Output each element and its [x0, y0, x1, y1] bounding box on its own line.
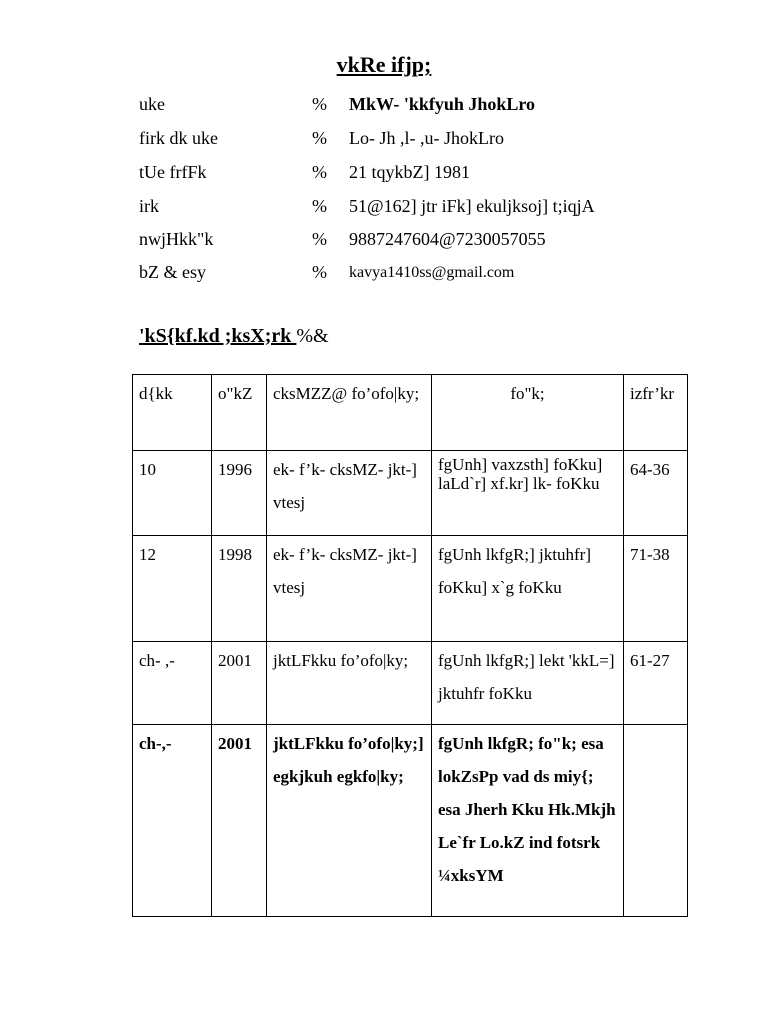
table-cell: 61-27	[624, 642, 688, 725]
info-value: 9887247604@7230057055	[349, 229, 546, 249]
info-row-name	[0, 94, 768, 118]
header-cell: izfr’kr	[624, 375, 688, 451]
table-cell	[624, 725, 688, 917]
table-cell: ek- f’k- cksMZ- jkt-] vtesj	[267, 536, 432, 642]
header-cell: d{kk	[133, 375, 212, 451]
info-label: uke	[139, 94, 165, 114]
table-row	[133, 642, 688, 725]
info-separator: %	[312, 162, 327, 182]
info-row-email	[0, 262, 768, 286]
table-cell: fgUnh] vaxzsth] foKku] laLd`r] xf.kr] lk- foKku	[432, 451, 624, 536]
table-cell: fgUnh lkfgR;] lekt 'kkL=] jktuhfr foKku	[432, 642, 624, 725]
table-row	[133, 536, 688, 642]
table-cell: jktLFkku fo’ofo|ky;] egkjkuh egkfo|ky;	[267, 725, 432, 917]
header-cell: fo"k;	[432, 375, 624, 451]
info-value: Lo- Jh ,l- ,u- JhokLro	[349, 128, 504, 148]
table-cell: 71-38	[624, 536, 688, 642]
table-cell: ek- f’k- cksMZ- jkt-] vtesj	[267, 451, 432, 536]
education-table	[132, 374, 688, 917]
info-row-father-name	[0, 128, 768, 152]
table-cell: ch- ,-	[133, 642, 212, 725]
info-row-address	[0, 196, 768, 220]
info-separator: %	[312, 262, 327, 282]
info-separator: %	[312, 128, 327, 148]
info-label: irk	[139, 196, 159, 216]
section-heading-text: 'kS{kf.kd ;ksX;rk	[139, 325, 297, 347]
table-cell: fgUnh lkfgR;] jktuhfr] foKku] x`g foKku	[432, 536, 624, 642]
info-value: MkW- 'kkfyuh JhokLro	[349, 94, 536, 114]
info-row-phone	[0, 229, 768, 253]
document-title: vkRe ifjp;	[336, 52, 432, 77]
table-cell: jktLFkku fo’ofo|ky;	[267, 642, 432, 725]
table-cell: fgUnh lkfgR; fo"k; esa lokZsPp vad ds miy{; esa Jherh Kku Hk.Mkjh Le`fr Lo.kZ ind fotsrk ¼xksYM	[432, 725, 624, 917]
table-cell: 12	[133, 536, 212, 642]
table-cell: 64-36	[624, 451, 688, 536]
table-row	[133, 725, 688, 917]
section-heading	[139, 325, 329, 348]
info-label: nwjHkk"k	[139, 229, 214, 249]
info-value: 51@162] jtr iFk] ekuljksoj] t;iqjA	[349, 196, 595, 216]
table-cell: 2001	[212, 725, 267, 917]
table-cell: 1996	[212, 451, 267, 536]
info-value: kavya1410ss@gmail.com	[349, 264, 515, 281]
info-label: firk dk uke	[139, 128, 218, 148]
info-label: bZ & esy	[139, 262, 206, 282]
section-heading-suffix: %&	[296, 325, 329, 347]
table-cell: 2001	[212, 642, 267, 725]
table-cell: ch-,-	[133, 725, 212, 917]
table-row	[133, 451, 688, 536]
header-cell: o"kZ	[212, 375, 267, 451]
table-cell: 1998	[212, 536, 267, 642]
info-separator: %	[312, 196, 327, 216]
info-value: 21 tqykbZ] 1981	[349, 162, 470, 182]
info-separator: %	[312, 94, 327, 114]
info-row-birth-date	[0, 162, 768, 186]
header-cell: cksMZZ@ fo’ofo|ky;	[267, 375, 432, 451]
info-separator: %	[312, 229, 327, 249]
table-cell: 10	[133, 451, 212, 536]
info-label: tUe frfFk	[139, 162, 207, 182]
table-header-row	[133, 375, 688, 451]
